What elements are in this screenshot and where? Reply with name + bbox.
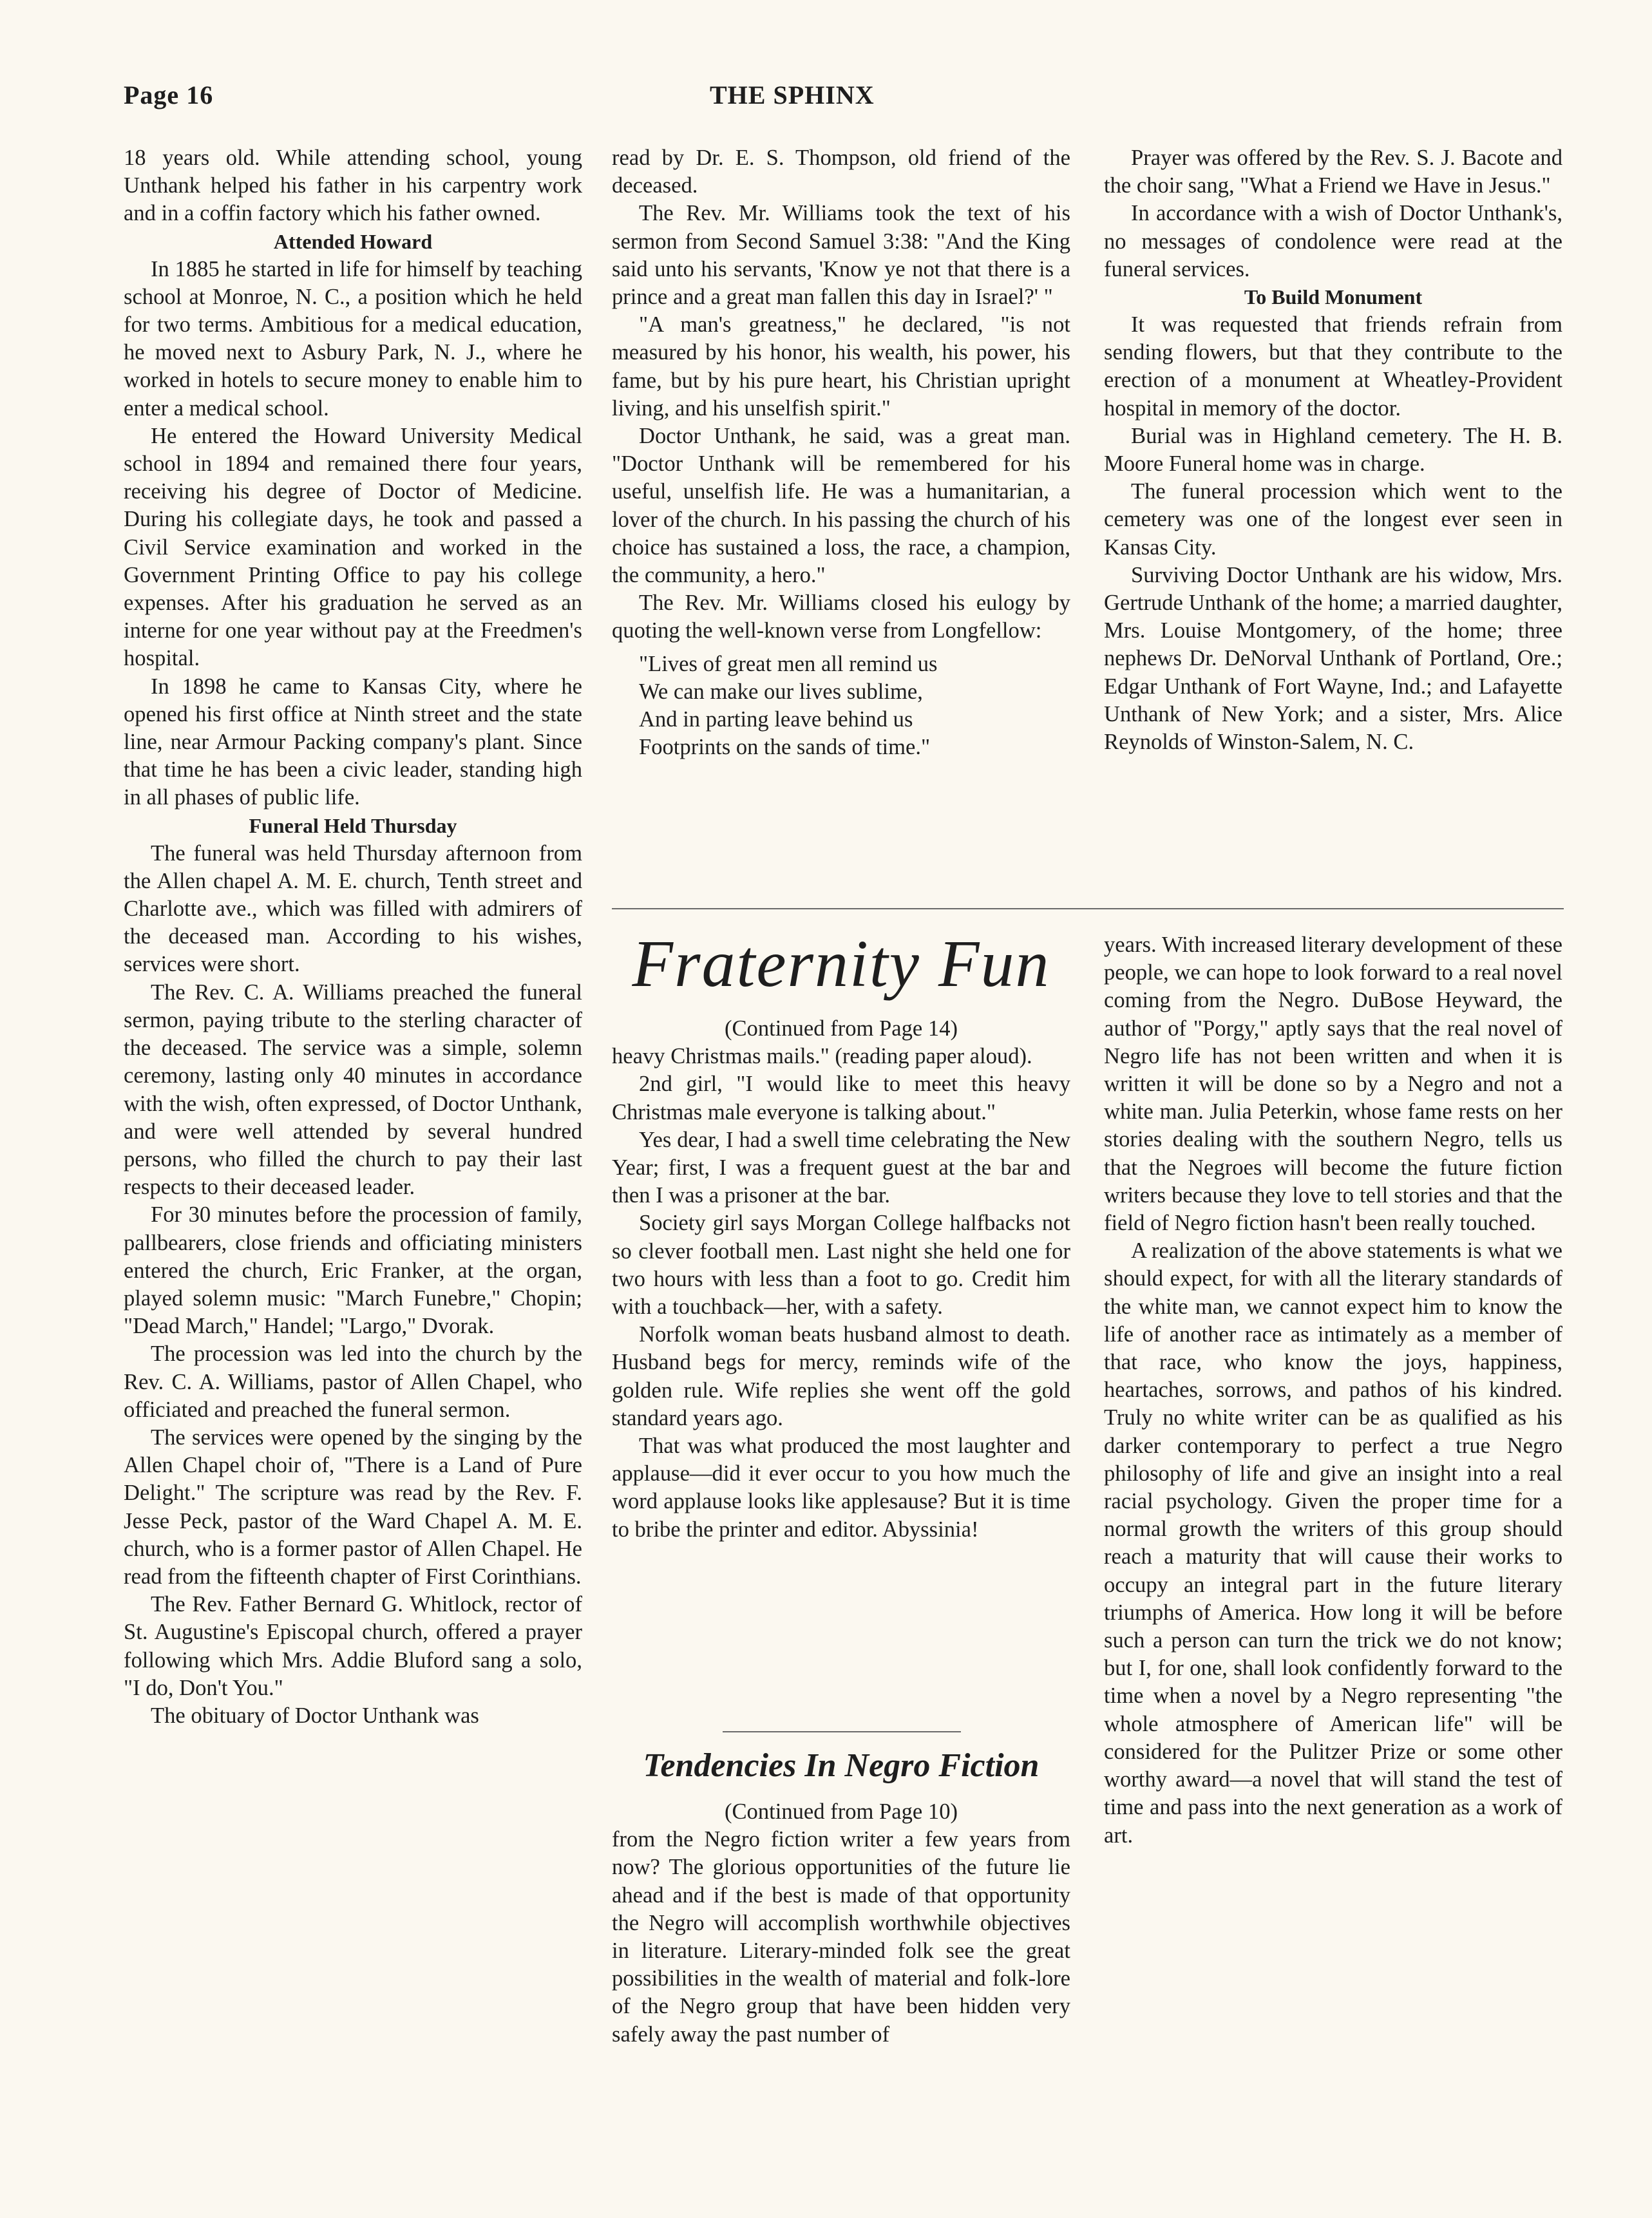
paragraph: 18 years old. While attending school, young Unthank helped his father in his carpentry work and in a coffin factory which his father owned. [124, 146, 582, 226]
subheading-funeral-held-thursday: Funeral Held Thursday [249, 813, 457, 837]
column-1 [124, 144, 582, 1730]
subheading-to-build-monument: To Build Monument [1244, 285, 1423, 309]
article-divider [723, 1731, 961, 1732]
paragraph: Society girl says Morgan College halfbacks not so clever football men. Last night she held one for two hours with less than a foot to go. Credit him with a touchback—her, with a safety. [612, 1211, 1070, 1320]
longfellow-verse [612, 650, 1070, 762]
section-divider [612, 908, 1564, 909]
paragraph: The Rev. Mr. Williams closed his eulogy by quoting the well-known verse from Longfellow: [612, 591, 1070, 643]
paragraph: The obituary of Doctor Unthank was [151, 1703, 479, 1728]
paragraph: In accordance with a wish of Doctor Unthank's, no messages of condolence were read at the funeral services. [1104, 201, 1562, 281]
verse-line: We can make our lives sublime, [639, 679, 923, 704]
paragraph: 2nd girl, "I would like to meet this heavy Christmas male everyone is talking about." [612, 1072, 1070, 1124]
column-2-tendencies [612, 1798, 1070, 2049]
column-3-bottom [1104, 931, 1562, 1850]
paragraph: It was requested that friends refrain from sending flowers, but that they contribute to the erection of a monument at Wheatley-Provident hospital in memory of the doctor. [1104, 312, 1562, 421]
verse-line: Footprints on the sands of time." [639, 735, 931, 760]
paragraph: Prayer was offered by the Rev. S. J. Bacote and the choir sang, "What a Friend we Have in Jesus." [1104, 146, 1562, 198]
column-2-top [612, 144, 1070, 761]
paragraph: years. With increased literary development of these people, we can hope to look forward to a real novel coming from the Negro. DuBose Heyward, the author of "Porgy," aptly says that the real novel of Negro life has not been written and when it is written it will be done so by a Negro and not a white man. Julia Peterkin, whose fame rests on her stories dealing with the southern Negro, tells us that the Negroes will become the future fiction writers because they love to tell stories and that the field of Negro fiction hasn't been really touched. [1104, 933, 1562, 1236]
paragraph: Yes dear, I had a swell time celebrating the New Year; first, I was a frequent guest at the bar and then I was a prisoner at the bar. [612, 1127, 1070, 1208]
continued-note: (Continued from Page 14) [724, 1016, 958, 1041]
subheading-attended-howard: Attended Howard [273, 229, 433, 253]
paragraph: In 1885 he started in life for himself by teaching school at Monroe, N. C., a position which he held for two terms. Ambitious for a medical education, he moved next to Asbury Park, N. J., where he worked in hotels to secure money to enable him to enter a medical school. [124, 256, 582, 421]
tendencies-title: Tendencies In Negro Fiction [643, 1747, 1040, 1784]
paragraph: heavy Christmas mails." (reading paper aloud). [612, 1044, 1032, 1069]
continued-note: (Continued from Page 10) [724, 1799, 958, 1824]
paragraph: The Rev. C. A. Williams preached the funeral sermon, paying tribute to the sterling character of the deceased. The service was a simple, solemn ceremony, lasting only 40 minutes in accordance with the wish, often expressed, of Doctor Unthank, and were well attended by several hundred persons, who filled the church to pay their last respects to their deceased leader. [124, 980, 582, 1200]
verse-line: And in parting leave behind us [639, 707, 913, 732]
paragraph: Doctor Unthank, he said, was a great man. "Doctor Unthank will be remembered for his useful, unselfish life. He was a humanitarian, a lover of the church. In his passing the church of his choice has sustained a loss, the race, a champion, the community, a hero." [612, 424, 1070, 588]
paragraph: read by Dr. E. S. Thompson, old friend of the deceased. [612, 146, 1070, 198]
paragraph: In 1898 he came to Kansas City, where he opened his first office at Ninth street and the state line, near Armour Packing company's plant. Since that time he has been a civic leader, standing high in all phases of public life. [124, 674, 582, 810]
page-number: Page 16 [124, 81, 214, 109]
paragraph: A realization of the above statements is what we should expect, for with all the literary standards of the white man, we cannot expect him to know the life of another race as intimately as a member of that race, who know the joys, happiness, heartaches, sorrows, and pathos of his kindred. Truly no white writer can be as qualified as his darker contemporary to perfect a true Negro philosophy of life and give an insight into a real racial psychology. Given the proper time for a normal growth the writers of this group should reach a maturity that will cause their works to occupy an integral part in the future literary triumphs of America. How long it will be before such a person can turn the trick we do not know; but I, for one, shall look confidently forward to the time when a novel by a Negro representing "the whole atmosphere of American life" will be considered for the Pulitzer Prize or some other worthy award—a novel that will stand the test of time and pass into the next generation as a work of art. [1104, 1238, 1562, 1848]
column-2-bottom [612, 1015, 1070, 1544]
paragraph: The Rev. Father Bernard G. Whitlock, rector of St. Augustine's Episcopal church, offered a prayer following which Mrs. Addie Bluford sang a solo, "I do, Don't You." [124, 1592, 582, 1700]
paragraph: "A man's greatness," he declared, "is not measured by his honor, his wealth, his power, his fame, but by his pure heart, his Christian upright living, and his unselfish spirit." [612, 312, 1070, 421]
paragraph: Surviving Doctor Unthank are his widow, Mrs. Gertrude Unthank of the home; a married daughter, Mrs. Louise Montgomery, of the home; three nephews Dr. DeNorval Unthank of Portland, Ore.; Edgar Unthank of Fort Wayne, Ind.; and Lafayette Unthank of New York; and a sister, Mrs. Alice Reynolds of Winston-Salem, N. C. [1104, 562, 1562, 755]
paragraph: He entered the Howard University Medical school in 1894 and remained there four years, receiving his degree of Doctor of Medicine. During his collegiate days, he took and passed a Civil Service examination and worked in the Government Printing Office to pay his college expenses. After his graduation he served as an interne for one year without pay at the Freedmen's hospital. [124, 423, 582, 671]
paragraph: Burial was in Highland cemetery. The H. B. Moore Funeral home was in charge. [1104, 423, 1562, 477]
paragraph: Norfolk woman beats husband almost to death. Husband begs for mercy, reminds wife of the golden rule. Wife replies she went off the gold standard years ago. [612, 1322, 1070, 1430]
paragraph: from the Negro fiction writer a few years from now? The glorious opportunities of the future lie ahead and if the best is made of that opportunity the Negro will accomplish worthwhile objectives in literature. Literary-minded folk see the great possibilities in the wealth of material and folk-lore of the Negro group that have been hidden very safely away the past number of [612, 1827, 1070, 2047]
paragraph: For 30 minutes before the procession of family, pallbearers, close friends and officiating ministers entered the church, Eric Franker, at the organ, played solemn music: "March Funebre," Chopin; "Dead March," Handel; "Largo," Dvorak. [124, 1202, 582, 1339]
paragraph: The funeral was held Thursday afternoon from the Allen chapel A. M. E. church, Tenth street and Charlotte ave., which was filled with admirers of the deceased man. According to his wishes, services were short. [124, 840, 582, 977]
paragraph: The Rev. Mr. Williams took the text of his sermon from Second Samuel 3:38: "And the King said unto his servants, 'Know ye not that there is a prince and a great man fallen this day in Israel?' " [612, 201, 1070, 310]
verse-line: "Lives of great men all remind us [639, 651, 938, 676]
publication-title: THE SPHINX [710, 81, 875, 109]
paragraph: The procession was led into the church by the Rev. C. A. Williams, pastor of Allen Chapel, who officiated and preached the funeral sermon. [124, 1341, 582, 1422]
paragraph: The funeral procession which went to the cemetery was one of the longest ever seen in Kansas City. [1104, 479, 1562, 560]
fraternity-fun-title: Fraternity Fun [632, 927, 1050, 1001]
paragraph: That was what produced the most laughter and applause—did it ever occur to you how much the word applause looks like applesause? But it is time to bribe the printer and editor. Abyssinia! [612, 1434, 1070, 1542]
paragraph: The services were opened by the singing by the Allen Chapel choir of, "There is a Land of Pure Delight." The scripture was read by the Rev. F. Jesse Peck, pastor of the Ward Chapel A. M. E. church, who is a former pastor of Allen Chapel. He read from the fifteenth chapter of First Corinthians. [124, 1425, 582, 1589]
column-3-top [1104, 144, 1562, 756]
